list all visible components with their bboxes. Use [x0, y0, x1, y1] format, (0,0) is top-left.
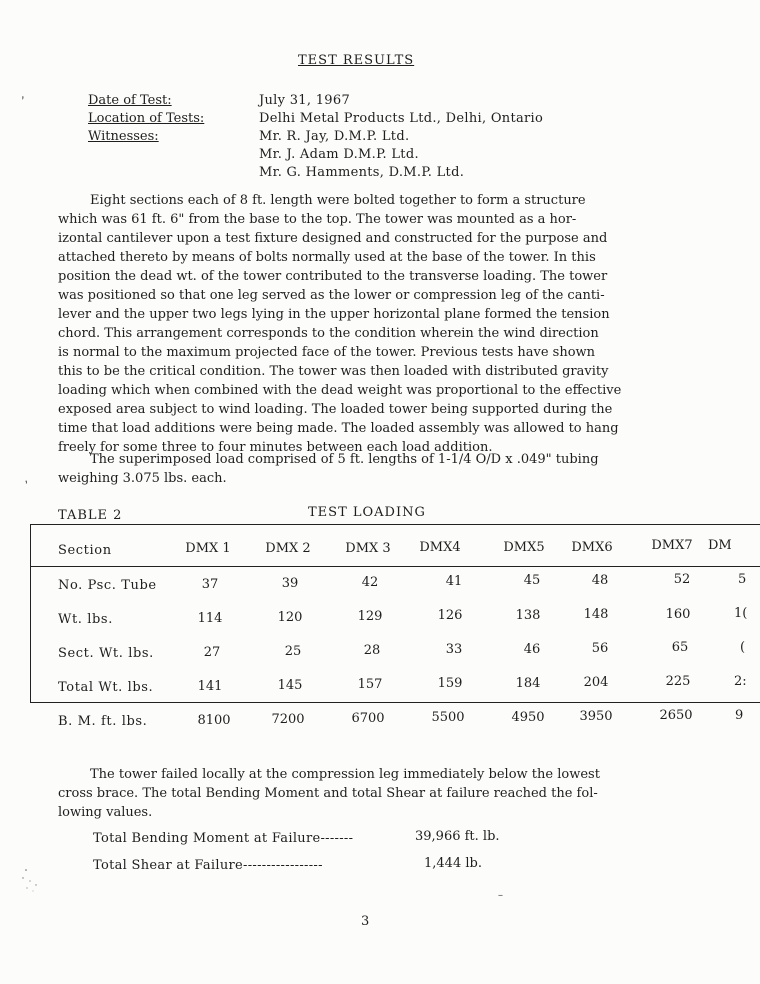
text-line: freely for some three to four minutes between each load addition.	[58, 440, 493, 455]
text-line: is normal to the maximum projected face of the tower. Previous tests have shown	[58, 345, 596, 360]
table-cell: 37	[201, 577, 219, 592]
header-col: DMX5	[503, 540, 545, 555]
table-cell: 141	[197, 679, 223, 694]
table-cell: 4950	[511, 710, 545, 725]
text-line: lever and the upper two legs lying in the upper horizontal plane formed the tension	[58, 307, 610, 322]
header-col: DMX 1	[185, 541, 231, 556]
row-label: No. Psc. Tube	[58, 578, 157, 593]
table-cell: 28	[363, 643, 381, 658]
table-cell: 126	[437, 608, 463, 623]
table-cell: 27	[203, 645, 221, 660]
header-section: Section	[58, 543, 112, 558]
text-line: The superimposed load comprised of 5 ft. lengths of 1-1/4 O/D x .049" tubing	[90, 452, 599, 467]
text-line: which was 61 ft. 6" from the base to the top. The tower was mounted as a hor-	[58, 212, 577, 227]
row-label: B. M. ft. lbs.	[58, 714, 148, 729]
scan-mark: –	[498, 890, 503, 901]
table-cell: 25	[284, 644, 302, 659]
table-cell: 120	[277, 610, 303, 625]
table-cell: 184	[515, 676, 541, 691]
date-label: Date of Test:	[88, 93, 172, 108]
table-bottom-rule	[30, 702, 760, 703]
header-col: DMX7	[651, 538, 693, 553]
page-title: TEST RESULTS	[298, 53, 415, 68]
header-col: DM	[708, 538, 732, 553]
table-cell: 65	[671, 640, 689, 655]
date-value: July 31, 1967	[259, 93, 351, 108]
table-cell: 148	[583, 607, 609, 622]
table-cell: 204	[583, 675, 609, 690]
text-line: exposed area subject to wind loading. The loaded tower being supported during the	[58, 402, 613, 417]
text-line: was positioned so that one leg served as the lower or compression leg of the canti-	[58, 288, 605, 303]
text-line: lowing values.	[58, 805, 153, 820]
table-cell: 3950	[579, 709, 613, 724]
table-cell: 157	[357, 677, 383, 692]
table-cell: 8100	[197, 713, 231, 728]
text-line: weighing 3.075 lbs. each.	[58, 471, 227, 486]
text-line: time that load additions were being made. The loaded assembly was allowed to hang	[58, 421, 619, 436]
table-cell: 46	[523, 642, 541, 657]
table-cell: 52	[673, 572, 691, 587]
text-line: izontal cantilever upon a test fixture designed and constructed for the purpose and	[58, 231, 608, 246]
table-cell: 45	[523, 573, 541, 588]
table-cell: 56	[591, 641, 609, 656]
total-shear-label: Total Shear at Failure-----------------	[93, 858, 323, 873]
scan-speckle	[20, 866, 44, 896]
text-line: loading which when combined with the dead weight was proportional to the effective	[58, 383, 622, 398]
total-bending-moment-value: 39,966 ft. lb.	[415, 829, 500, 844]
text-line: attached thereto by means of bolts normally used at the base of the tower. In this	[58, 250, 596, 265]
table-cell: 48	[591, 573, 609, 588]
table-cell: 7200	[271, 712, 305, 727]
table-cell: 5	[738, 572, 747, 587]
table-cell: 42	[361, 575, 379, 590]
text-line: Eight sections each of 8 ft. length were bolted together to form a structure	[90, 193, 586, 208]
paragraph-superimposed-load	[58, 450, 708, 488]
table-cell: (	[740, 640, 746, 655]
scan-mark: ’	[22, 477, 34, 493]
paragraph-test-description	[58, 191, 708, 457]
header-col: DMX4	[419, 540, 461, 555]
text-line: The tower failed locally at the compression leg immediately below the lowest	[90, 767, 600, 782]
table-cell: 160	[665, 607, 691, 622]
total-bending-moment-label: Total Bending Moment at Failure-------	[93, 831, 354, 846]
text-line: this to be the critical condition. The tower was then loaded with distributed gravity	[58, 364, 609, 379]
paragraph-failure	[58, 765, 708, 822]
table-top-rule	[30, 524, 760, 525]
total-shear-value: 1,444 lb.	[424, 856, 482, 871]
table-cell: 1(	[734, 606, 748, 621]
witness-3: Mr. G. Hamments, D.M.P. Ltd.	[259, 165, 465, 180]
header-col: DMX6	[571, 540, 613, 555]
text-line: chord. This arrangement corresponds to the condition wherein the wind direction	[58, 326, 599, 341]
header-col: DMX 3	[345, 541, 391, 556]
table-cell: 41	[445, 574, 463, 589]
table-cell: 114	[197, 611, 223, 626]
page-number: 3	[361, 914, 370, 929]
table-cell: 129	[357, 609, 383, 624]
row-label: Sect. Wt. lbs.	[58, 646, 154, 661]
table-cell: 138	[515, 608, 541, 623]
table-cell: 2650	[659, 708, 693, 723]
row-label: Total Wt. lbs.	[58, 680, 154, 695]
witness-2: Mr. J. Adam D.M.P. Ltd.	[259, 147, 419, 162]
location-value: Delhi Metal Products Ltd., Delhi, Ontario	[259, 111, 544, 126]
witnesses-label: Witnesses:	[88, 129, 159, 144]
table-cell: 5500	[431, 710, 465, 725]
row-label: Wt. lbs.	[58, 612, 113, 627]
location-label: Location of Tests:	[88, 111, 205, 126]
table-cell: 33	[445, 642, 463, 657]
text-line: position the dead wt. of the tower contributed to the transverse loading. The tower	[58, 269, 608, 284]
table-label: TABLE 2	[58, 508, 123, 523]
table-left-border	[30, 524, 31, 703]
table-cell: 159	[437, 676, 463, 691]
table-cell: 145	[277, 678, 303, 693]
table-title: TEST LOADING	[308, 505, 426, 520]
witness-1: Mr. R. Jay, D.M.P. Ltd.	[259, 129, 410, 144]
header-col: DMX 2	[265, 541, 311, 556]
table-cell: 225	[665, 674, 691, 689]
table-cell: 39	[281, 576, 299, 591]
table-cell: 6700	[351, 711, 385, 726]
text-line: cross brace. The total Bending Moment and total Shear at failure reached the fol-	[58, 786, 598, 801]
table-cell: 2:	[734, 674, 747, 689]
scan-mark: ’	[19, 93, 29, 109]
table-header-rule	[30, 566, 760, 567]
table-cell: 9	[735, 708, 744, 723]
